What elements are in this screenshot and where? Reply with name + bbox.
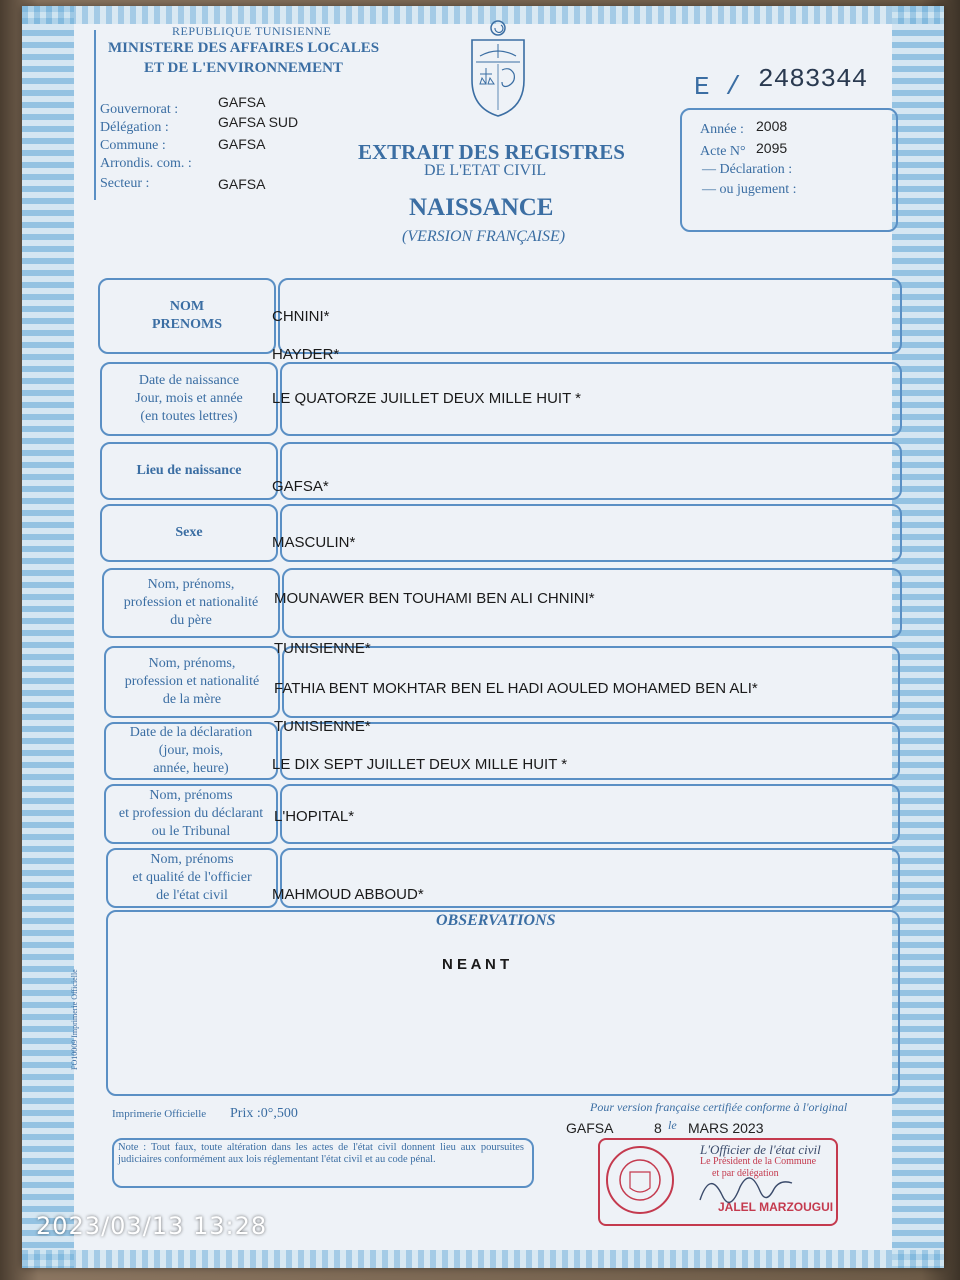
stamp-officer: L'Officier de l'état civil — [700, 1142, 821, 1157]
observations-title: OBSERVATIONS — [436, 912, 556, 929]
stamp-delegation: et par délégation — [712, 1168, 779, 1179]
annee-value: 2008 — [756, 118, 788, 134]
footer-le: le — [668, 1118, 677, 1132]
secteur-label: Secteur : — [100, 176, 150, 191]
annee-label: Année : — [700, 122, 744, 137]
value-nom: CHNINI* — [272, 308, 330, 325]
imprimerie-label: Imprimerie Officielle — [112, 1108, 207, 1120]
row-label-mere: Nom, prénoms, profession et nationalité de la mère — [104, 646, 280, 718]
stamp-president: Le Président de la Commune — [700, 1156, 817, 1167]
row-label-declarant: Nom, prénoms et profession du déclarant ou le Tribunal — [104, 784, 278, 844]
title-version: (VERSION FRANÇAISE) — [402, 228, 566, 245]
value-mere: FATHIA BENT MOKHTAR BEN EL HADI AOULED MOHAMED BEN ALI* — [274, 680, 758, 697]
row-label-officier: Nom, prénoms et qualité de l'officier de l'état civil — [106, 848, 278, 908]
guilloche-border-bottom — [22, 1250, 944, 1268]
commune-value: GAFSA — [218, 136, 266, 152]
note-text: Note : Tout faux, toute altération dans les actes de l'état civil donnent lieu aux poursuites judiciaires conformément aux lois réglementant l'état civil et au code pénal. — [118, 1142, 524, 1165]
row-label-date-naissance: Date de naissance Jour, mois et année (en toutes lettres) — [100, 362, 278, 436]
observations-box — [106, 910, 900, 1096]
commune-seal-icon — [604, 1142, 676, 1218]
title-naissance: NAISSANCE — [409, 194, 554, 221]
title-extrait: EXTRAIT DES REGISTRES — [358, 140, 625, 164]
ministry-line1: MINISTERE DES AFFAIRES LOCALES — [108, 40, 380, 56]
delegation-value: GAFSA SUD — [218, 114, 299, 130]
gouvernorat-value: GAFSA — [218, 94, 266, 110]
row-label-sexe: Sexe — [100, 504, 278, 562]
value-mere-nationalite: TUNISIENNE* — [274, 718, 371, 735]
row-value-box-declarant — [280, 784, 900, 844]
signature-icon — [690, 1160, 800, 1220]
jugement-label: — ou jugement : — [702, 182, 797, 197]
footer-day: 8 — [654, 1120, 662, 1136]
value-officier: MAHMOUD ABBOUD* — [272, 886, 424, 903]
row-value-box-lieu — [280, 442, 902, 500]
prix-label: Prix :0°,500 — [230, 1106, 298, 1121]
value-pere: MOUNAWER BEN TOUHAMI BEN ALI CHNINI* — [274, 590, 595, 607]
ministry-line2: ET DE L'ENVIRONNEMENT — [144, 60, 343, 76]
value-prenom: HAYDER* — [272, 346, 340, 363]
guilloche-border-left — [22, 6, 74, 1268]
acte-label: Acte N° — [700, 144, 746, 159]
coat-of-arms-icon — [466, 18, 530, 118]
row-label-nom: NOM PRENOMS — [98, 278, 276, 354]
title-etat-civil: DE L'ETAT CIVIL — [424, 162, 547, 179]
secteur-value: GAFSA — [218, 176, 266, 192]
row-label-declaration: Date de la déclaration (jour, mois, année, heure) — [104, 722, 278, 780]
acte-value: 2095 — [756, 140, 788, 156]
arrondissement-label: Arrondis. com. : — [100, 156, 192, 171]
serial-prefix: E / — [694, 72, 741, 102]
value-declarant: L'HOPITAL* — [274, 808, 355, 825]
serial-number: 2483344 — [758, 64, 868, 94]
row-label-lieu: Lieu de naissance — [100, 442, 278, 500]
declaration-label: — Déclaration : — [702, 162, 793, 177]
value-sexe: MASCULIN* — [272, 534, 356, 551]
certified-label: Pour version française certifiée conforme à l'original — [590, 1100, 848, 1114]
header-divider — [94, 30, 96, 200]
row-value-box-sexe — [280, 504, 902, 562]
observations-value: N E A N T — [442, 956, 510, 973]
stamp-name: JALEL MARZOUGUI — [718, 1200, 834, 1214]
value-date-declaration: LE DIX SEPT JUILLET DEUX MILLE HUIT * — [272, 756, 568, 773]
gouvernorat-label: Gouvernorat : — [100, 102, 179, 117]
footer-city: GAFSA — [566, 1120, 614, 1136]
form-reference: FO10009 Imprimerie Officielle — [70, 969, 79, 1070]
republic-label: REPUBLIQUE TUNISIENNE — [172, 24, 332, 38]
row-label-pere: Nom, prénoms, profession et nationalité du père — [102, 568, 280, 638]
footer-date: MARS 2023 — [688, 1120, 764, 1136]
commune-label: Commune : — [100, 138, 166, 153]
row-value-box-nom — [278, 278, 902, 354]
delegation-label: Délégation : — [100, 120, 169, 135]
photo-timestamp: 2023/03/13 13:28 — [36, 1212, 268, 1240]
value-pere-nationalite: TUNISIENNE* — [274, 640, 371, 657]
value-lieu: GAFSA* — [272, 478, 329, 495]
value-date-naissance: LE QUATORZE JUILLET DEUX MILLE HUIT * — [272, 390, 581, 407]
